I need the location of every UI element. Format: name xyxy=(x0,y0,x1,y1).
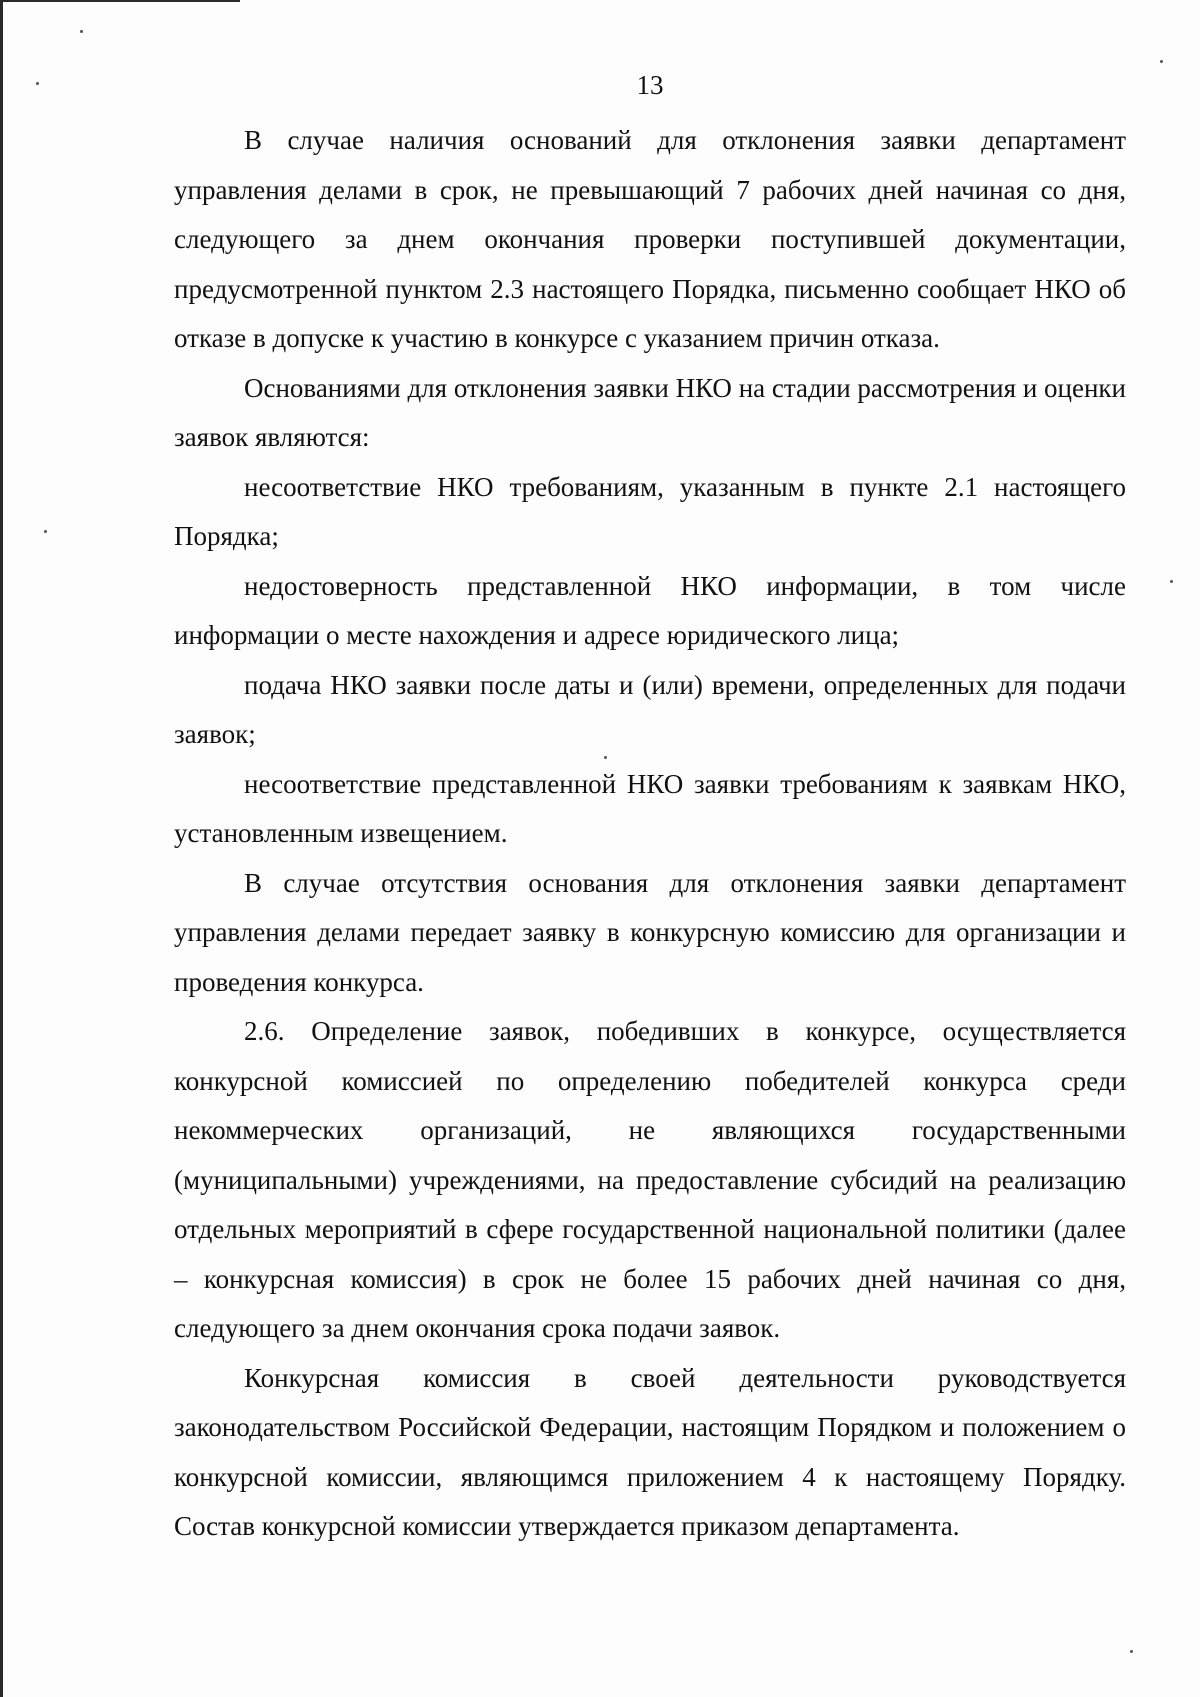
paragraph: В случае отсутствия основания для отклонения заявки департамент управления делами передает заявку в конкурсную комиссию для организации и проведения конкурса. xyxy=(174,867,1126,997)
paragraph: несоответствие НКО требованиям, указанным в пункте 2.1 настоящего Порядка; xyxy=(174,471,1126,551)
scan-speck xyxy=(1160,60,1163,63)
paragraph: Конкурсная комиссия в своей деятельности руководствуется законодательством Российской Федерации, настоящим Порядком и положением о конкурсной комиссии, являющимся приложением 4 к настоящему Порядку. Состав конкурсной комиссии утверждается приказом департамента. xyxy=(174,1362,1126,1541)
scan-speck xyxy=(80,30,83,33)
paragraph: В случае наличия оснований для отклонения заявки департамент управления делами в срок, не превышающий 7 рабочих дней начиная со дня, следующего за днем окончания проверки поступившей документации, предусмотренной пунктом 2.3 настоящего Порядка, письменно сообщает НКО об отказе в допуске к участию в конкурсе с указанием причин отказа. xyxy=(174,125,1126,353)
paragraph: Основаниями для отклонения заявки НКО на стадии рассмотрения и оценки заявок являются: xyxy=(174,372,1126,452)
page-number: 13 xyxy=(636,70,664,100)
scan-speck xyxy=(1130,1650,1133,1653)
paragraph: подача НКО заявки после даты и (или) времени, определенных для подачи заявок; xyxy=(174,669,1126,749)
scan-edge-left xyxy=(0,0,3,1697)
scan-speck xyxy=(1170,580,1173,583)
scan-speck xyxy=(44,530,47,533)
paragraph: несоответствие представленной НКО заявки требованиям к заявкам НКО, установленным извещением. xyxy=(174,768,1126,848)
scan-edge-top xyxy=(0,0,240,2)
document-body xyxy=(174,116,1126,1552)
paragraph: недостоверность представленной НКО информации, в том числе информации о месте нахождения и адресе юридического лица; xyxy=(174,570,1126,650)
paragraph: 2.6. Определение заявок, победивших в конкурсе, осуществляется конкурсной комиссией по определению победителей конкурса среди некоммерческих организаций, не являющихся государственными (муниципальными) учреждениями, на предоставление субсидий на реализацию отдельных мероприятий в сфере государственной национальной политики (далее – конкурсная комиссия) в срок не более 15 рабочих дней начиная со дня, следующего за днем окончания срока подачи заявок. xyxy=(174,1016,1126,1343)
